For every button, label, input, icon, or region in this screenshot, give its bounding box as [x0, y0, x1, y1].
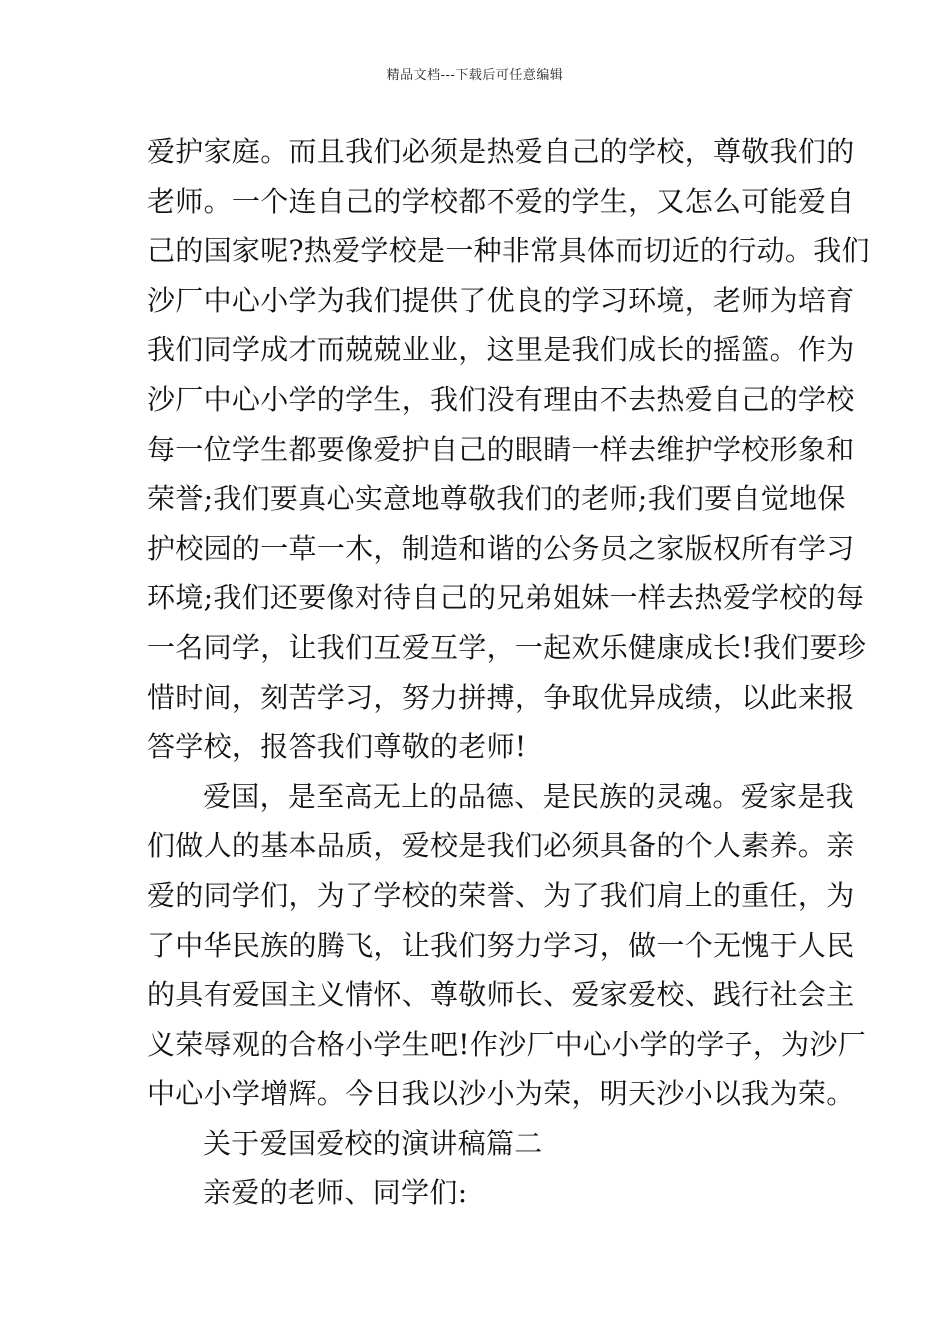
text-line: 老师。一个连自己的学校都不爱的学生，又怎么可能爱自 — [147, 184, 855, 218]
text-line: 义荣辱观的合格小学生吧!作沙厂中心小学的学子，为沙厂 — [147, 1027, 867, 1061]
text-line: 沙厂中心小学为我们提供了优良的学习环境，老师为培育 — [147, 283, 855, 317]
text-line: 爱的同学们，为了学校的荣誉、为了我们肩上的重任，为 — [147, 878, 855, 912]
text-line: 护校园的一草一木，制造和谐的公务员之家版权所有学习 — [147, 531, 855, 565]
text-line: 环境;我们还要像对待自己的兄弟姐妹一样去热爱学校的每 — [147, 581, 865, 615]
text-line: 的具有爱国主义情怀、尊敬师长、爱家爱校、践行社会主 — [147, 978, 855, 1012]
text-line: 中心小学增辉。今日我以沙小为荣，明天沙小以我为荣。 — [147, 1077, 855, 1111]
text-line: 亲爱的老师、同学们: — [203, 1176, 468, 1210]
text-line: 了中华民族的腾飞，让我们努力学习，做一个无愧于人民 — [147, 928, 855, 962]
text-line: 每一位学生都要像爱护自己的眼睛一样去维护学校形象和 — [147, 432, 855, 466]
text-line: 关于爱国爱校的演讲稿篇二 — [203, 1126, 543, 1160]
text-line: 一名同学，让我们互爱互学，一起欢乐健康成长!我们要珍 — [147, 630, 867, 664]
page-header: 精品文档---下载后可任意编辑 — [386, 68, 564, 83]
text-line: 惜时间，刻苦学习，努力拼搏，争取优异成绩，以此来报 — [147, 680, 855, 714]
text-line: 爱护家庭。而且我们必须是热爱自己的学校，尊敬我们的 — [147, 135, 855, 168]
text-line: 荣誉;我们要真心实意地尊敬我们的老师;我们要自觉地保 — [147, 482, 846, 516]
text-line: 我们同学成才而兢兢业业，这里是我们成长的摇篮。作为 — [147, 333, 855, 367]
document-body — [147, 127, 870, 1218]
text-line: 沙厂中心小学的学生，我们没有理由不去热爱自己的学校 — [147, 382, 855, 416]
text-line: 己的国家呢?热爱学校是一种非常具体而切近的行动。我们 — [147, 234, 870, 268]
text-line: 爱国，是至高无上的品德、是民族的灵魂。爱家是我 — [203, 779, 854, 813]
text-line: 们做人的基本品质，爱校是我们必须具备的个人素养。亲 — [147, 829, 855, 863]
text-line: 答学校，报答我们尊敬的老师! — [147, 730, 527, 764]
